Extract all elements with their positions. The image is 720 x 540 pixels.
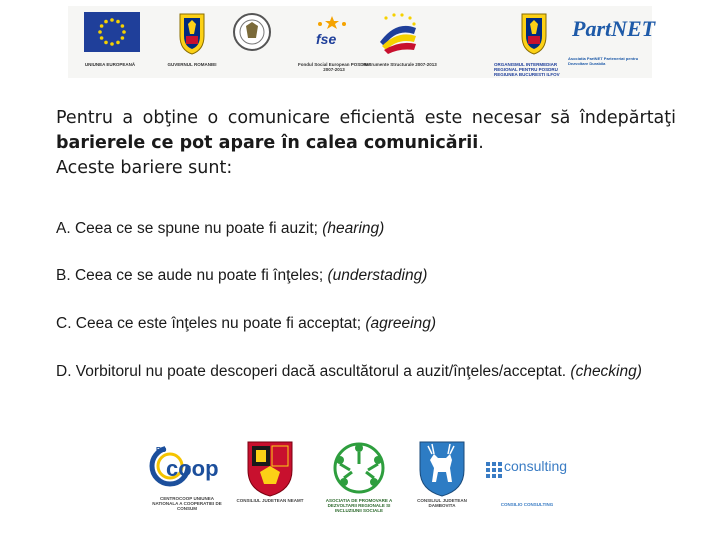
structural-instruments-logo: [363, 12, 437, 67]
item-d-text: D. Vorbitorul nu poate descoperi dacă ascultătorul a auzit/înţeles/acceptat.: [56, 363, 571, 380]
partnet-wordmark: PartNET: [572, 16, 656, 41]
item-b-text: B. Ceea ce se aude nu poate fi înţeles;: [56, 267, 328, 284]
gov-caption: GUVERNUL ROMANIEI: [167, 62, 217, 67]
svg-text:RO: RO: [156, 447, 167, 454]
coat-of-arms-icon: [176, 12, 208, 56]
consiliul-neamt-logo: [236, 438, 304, 520]
structural-instruments-icon: [374, 12, 420, 56]
gov-romania-logo: [167, 12, 217, 67]
fse-icon: [310, 12, 354, 54]
header-logo-strip: [68, 6, 656, 78]
intro-line-2: Aceste bariere sunt:: [56, 158, 233, 178]
intro-end-text: .: [478, 133, 484, 153]
structural-caption: Instrumente Structurale 2007-2013: [363, 62, 437, 67]
list-item-d: [56, 361, 676, 382]
adrib-logo: [318, 440, 400, 520]
eu-flag-logo: [84, 12, 140, 67]
list-item-a: [56, 218, 676, 239]
fse-logo: [297, 12, 370, 72]
item-a-term: (hearing): [322, 220, 385, 237]
oiposdru-caption: ORGANISMUL INTERMEDIAR REGIONAL PENTRU POSDRU REGIUNEA BUCURESTI ILFOV: [494, 62, 560, 77]
centrocoop-caption: CENTROCOOP UNIUNEA NATIONALA A COOPERATIEI DE CONSUM: [152, 496, 222, 511]
list-item-b: [56, 265, 676, 286]
coop-wordmark: coop: [166, 456, 219, 481]
eu-caption: UNIUNEA EUROPEANĂ: [84, 62, 136, 67]
item-c-text: C. Ceea ce este înţeles nu poate fi acceptat;: [56, 315, 366, 332]
dambovita-coat-icon: [412, 438, 472, 498]
intro-paragraph: [56, 106, 676, 181]
item-b-term: (understading): [327, 267, 428, 284]
centrocoop-logo: [148, 440, 224, 520]
intro-bold-text: barierele ce pot apare în calea comunicării: [56, 133, 479, 153]
seal-icon: [232, 12, 272, 52]
item-d-term: (checking): [570, 363, 642, 380]
neamt-caption: CONSILIUL JUDETEAN NEAMT: [236, 498, 304, 503]
people-circle-icon: [318, 440, 400, 496]
consulting-caption: CONSILIO CONSULTING: [500, 502, 554, 507]
consulting-wordmark: consulting: [504, 458, 568, 474]
consiliul-dambovita-logo: [412, 438, 472, 520]
oiposdru-coat-icon: [518, 12, 550, 56]
fse-caption: Fondul Social European POSDRU 2007-2013: [297, 62, 370, 72]
eu-flag-icon: [84, 12, 140, 54]
item-a-text: A. Ceea ce se spune nu poate fi auzit;: [56, 220, 323, 237]
oiposdru-logo: [494, 12, 560, 77]
consulting-grid-icon: [486, 462, 502, 478]
consulting-logo: [484, 458, 572, 520]
dambovita-caption: CONSILIUL JUDETEAN DAMBOVITA: [417, 498, 467, 508]
list-item-c: [56, 313, 676, 334]
partnet-caption: Asociatia PartNET Parteneriat pentru Dezvoltare Durabila: [568, 56, 639, 66]
adrib-caption: ASOCIATIA DE PROMOVARE A DEZVOLTARII REGIONALE SI INCLUZIUNII SOCIALE: [325, 498, 393, 513]
neamt-coat-icon: [240, 438, 300, 498]
svg-text:fse: fse: [316, 31, 337, 47]
partnet-logo: [568, 16, 656, 66]
intro-text: Pentru a obţine o comunicare eficientă este necesar să îndepărtaţi: [56, 108, 676, 128]
ministry-seal-logo: [232, 12, 272, 57]
item-c-term: (agreeing): [365, 315, 436, 332]
